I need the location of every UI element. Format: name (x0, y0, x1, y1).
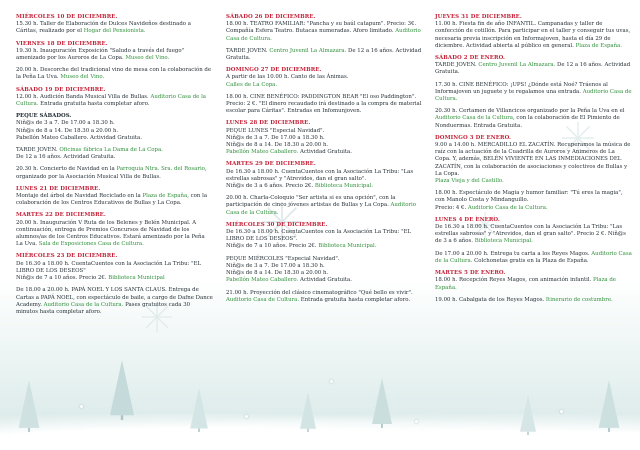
event-text: PEQUE LUNES "Especial Navidad". (226, 127, 325, 134)
column-3 (431, 0, 635, 450)
event-text: 17.30 h. CINE BENÉFICO: ¡UPS! ¿Dónde está Noé? Tráenos al Informajoven un juguete y te regalamos una entrada. (435, 81, 608, 95)
event-entry (16, 166, 213, 180)
event-text: 20.30 h. Certamen de Villancicos organizado por la Peña la Uva en el (435, 108, 625, 115)
event-venue: Auditorio Casa de la Cultura (435, 115, 513, 122)
event-text: De 12 a 16 años. Actividad Gratuita. (435, 62, 631, 76)
event-date-heading: MARTES 22 DE DICIEMBRE. (16, 212, 106, 219)
event-description (16, 220, 213, 249)
event-venue: Auditorio Casa de la Cultura. (467, 204, 548, 211)
event-venue: Auditorio Casa de la Cultura. (16, 93, 207, 108)
event-text: 15.30 h. Taller de Elaboración de Dulces Navideños destinado a Cáritas, realizado por el (16, 21, 191, 35)
event-entry (226, 195, 423, 217)
event-entry (435, 217, 632, 246)
event-entry (16, 212, 213, 248)
event-text: Niñ@s de 7 a 10 años. Precio 2€. (226, 243, 319, 250)
event-venue: Auditorio Casa de Cultura. (226, 28, 421, 42)
event-description (435, 62, 632, 76)
event-venue: Auditorio Casa de Cultura. (226, 296, 300, 303)
event-text: 12.00 h. Audición Banda Musical Villa de Bullas. (16, 93, 151, 100)
event-text: De 16.30 a 18.00 h. CuentaCuentos con la Asociación La Tribu: "Las estrellas sabrosas" y "Atrevidos, dan el gran salto". (226, 168, 414, 182)
event-text: De 17.00 a 20.00 h. Entrega tu carta a los Reyes Magos. (435, 250, 592, 257)
event-date-heading: SÁBADO 19 DE DICIEMBRE. (16, 86, 106, 93)
event-description (435, 21, 632, 50)
event-venue: Plaza de España. (435, 277, 616, 291)
event-venue: Pabellón Mateo Caballero. (226, 277, 299, 284)
event-description (16, 147, 213, 161)
event-text: TARDE JOVEN. (226, 47, 270, 54)
event-venue: Biblioteca Municipal. (314, 183, 374, 190)
event-text: Niñ@s de 8 a 14. De 18.30 a 20.00 h. (226, 270, 329, 277)
event-entry (16, 287, 213, 316)
event-venue: Itinerario de costumbre. (545, 296, 613, 303)
event-text: TARDE JOVEN. (16, 147, 60, 154)
event-description (16, 94, 213, 108)
event-text: Montaje del árbol de Navidad Reciclado en la (16, 193, 143, 200)
event-entry (226, 67, 423, 89)
event-description (226, 21, 423, 43)
event-description (16, 67, 213, 81)
event-description (226, 128, 423, 157)
event-text: 20.00 h. Inauguración V Ruta de los Belenes y Belén Municipal. A continuación, entrega de Premios Concursos de Navidad de los alumnos/as de los Centros Educativos. Estará amenizado por la Peña La Uva. (16, 219, 205, 248)
event-description (435, 142, 632, 185)
event-entry (226, 222, 423, 251)
event-venue: Biblioteca Municipal. (318, 243, 377, 250)
event-entry (435, 297, 632, 304)
event-text: 18.00 h. CINE BENÉFICO: PADDINGTON BEAR "El oso Paddington". Precio: 2 €. "El dinero recaudado irá destinado a la compra de material escolar para Cáritas". Entradas en Infomunjoven. (226, 93, 422, 115)
event-text: Niñ@s de 8 a 14. De 18.30 a 20.00 h. (16, 127, 119, 134)
event-description (226, 290, 423, 304)
event-venue: Oficinas fábrica La Dama de La Copa. (59, 147, 163, 154)
event-venue: Auditorio Casa de la Cultura. (43, 301, 124, 308)
event-entry (226, 161, 423, 190)
event-description (435, 224, 632, 246)
event-entry (435, 14, 632, 50)
event-entry (435, 108, 632, 130)
event-text: 9.00 a 14.00 h. MERCADILLO EL ZACATÍN. Recuperamos la música de raíz con la actuación de la Cuadrilla de Auroros y Animeros de La Copa. Y, además, BELÉN VIVIENTE EN LAS INMEDIACIONES DEL ZACATÍN, con la colaboración de asociaciones y colectivos de Bullas y La Copa. (435, 142, 631, 177)
event-venue: Plaza Vieja y del Castillo. (435, 178, 504, 185)
event-entry (16, 147, 213, 161)
event-venue: Parroquia Ntra. Sra. del Rosario (116, 166, 205, 173)
event-entry (226, 94, 423, 116)
event-text: A partir de las 10.00 h. Canto de las Ánimas. (226, 74, 349, 81)
event-text: Niñ@s de 3 a 7. De 17.00 a 18.30 h. (16, 120, 115, 127)
event-text: 18.00 h. TEATRO FAMILIAR: "Pancha y su baúl catapum". Precio: 3€. Compañía Esfera Teatro. Butacas numeradas. Aforo limitado. (226, 21, 417, 35)
event-description (435, 108, 632, 130)
event-text: Entrada gratuita hasta completar aforo. (299, 296, 411, 303)
event-text: Actividad Gratuita. (298, 277, 352, 284)
event-date-heading: VIERNES 18 DE DICIEMBRE. (16, 40, 108, 47)
event-text: PEQUE SÁBADOS. (16, 113, 72, 120)
event-date-heading: LUNES 28 DE DICIEMBRE. (226, 120, 311, 127)
event-text: Actividad Gratuita. (298, 149, 352, 156)
event-entry (435, 251, 632, 265)
event-description (16, 261, 213, 283)
event-entry (226, 120, 423, 156)
event-description (226, 94, 423, 116)
event-text: Precio: 4 €. (435, 204, 468, 211)
column-1 (12, 0, 216, 450)
event-text: De 12 a 16 años. Actividad Gratuita. (16, 154, 116, 161)
event-text: 19.00 h. Cabalgata de los Reyes Magos. (435, 296, 546, 303)
event-description (226, 74, 423, 88)
event-entry (16, 253, 213, 282)
event-venue: Centro Juvenil La Almazara. (269, 47, 347, 54)
event-text: , organizado por la Asociación Musical Villa de Bullas. (16, 166, 207, 180)
event-date-heading: MIÉRCOLES 30 DE DICIEMBRE. (226, 221, 328, 228)
event-text: Pases gratuitos cada 30 minutos hasta completar aforo. (16, 301, 191, 315)
event-text: Niñ@s de 3 a 7. De 17.00 a 18.30 h. (226, 134, 325, 141)
event-description (435, 277, 632, 291)
event-venue: Pabellón Mateo Caballero. (226, 149, 299, 156)
event-venue: Auditorio Casa de la Cultura. (435, 250, 632, 264)
event-venue: Calles de La Copa. (226, 81, 278, 88)
event-date-heading: LUNES 21 DE DICIEMBRE. (16, 185, 101, 192)
event-text: 19.30 h. Inauguración Exposición "Saludo a través del fuego" amenizado por los Auroros de La Copa. (16, 47, 185, 62)
event-entry (16, 67, 213, 81)
event-date-heading: MARTES 5 DE ENERO. (435, 270, 506, 277)
event-date-heading: SÁBADO 26 DE DICIEMBRE. (226, 14, 316, 20)
event-text: De 16.30 a 18.00 h. CuentaCuentos con la Asociación La Tribu: "EL LIBRO DE LOS DESEOS". (226, 229, 412, 243)
event-text: Niñ@s de 3 a 6 años. Precio 2€. (226, 183, 315, 190)
event-text: 20.30 h. Concierto de Navidad en la (16, 166, 117, 173)
event-text: 18.00 h. Recepción Reyes Magos, con animación infantil. (435, 277, 593, 284)
event-entry (16, 41, 213, 63)
event-entry (226, 48, 423, 62)
event-entry (226, 14, 423, 43)
event-venue: Museo del Vino. (60, 74, 105, 81)
event-date-heading: JUEVES 31 DE DICIEMBRE. (435, 14, 522, 20)
event-text: Entrada gratuita hasta completar aforo. (38, 101, 150, 108)
event-text: De 16.30 a 18.00 h. CuentaCuentos con la Asociación La Tribu: "Las estrellas sabrosas" y "Atrevidos, dan el gran salto". Precio 2 €. Niñ@s de 3 a 6 años. (435, 224, 626, 245)
event-description (226, 256, 423, 285)
event-description (16, 21, 213, 35)
event-venue: Hogar del Pensionista. (83, 28, 146, 35)
event-venue: Centro Juvenil La Almazara. (478, 62, 556, 69)
event-date-heading: MIÉRCOLES 23 DE DICIEMBRE. (16, 253, 118, 260)
event-text: Niñ@s de 8 a 14. De 18.30 a 20.00 h. (226, 142, 329, 149)
event-text: 21.00 h. Proyección del clásico cinematográfico "Qué bello es vivir". (226, 289, 413, 296)
event-text: PEQUE MIÉRCOLES "Especial Navidad". (226, 255, 340, 262)
event-description (16, 48, 213, 62)
event-venue: Biblioteca Municipal. (474, 238, 533, 245)
event-date-heading: LUNES 4 DE ENERO. (435, 216, 500, 223)
event-text: TARDE JOVEN. (435, 62, 479, 69)
event-text: , con la colaboración de los Centros Educativos de Bullas y La Copa. (16, 193, 208, 207)
event-venue: Museo del Vino. (125, 55, 170, 62)
event-text: Colchonetas gratis en la Plaza de España. (472, 257, 589, 264)
event-date-heading: MARTES 29 DE DICIEMBRE. (226, 161, 316, 168)
event-text: Pabellón Mateo Caballero. Actividad Gratuita. (16, 134, 142, 141)
event-description (226, 169, 423, 191)
event-text: 18.00 h. Espectáculo de Magia y humor familiar: "Tú eres la magia", con Manolo Costa y Mindanguillo. (435, 190, 623, 204)
event-entry (16, 87, 213, 109)
event-text: 20.00 h. Descorche del tradicional vino de mesa con la colaboración de la Peña La Uva. (16, 67, 212, 81)
event-text: Niñ@s de 3 a 7. De 17.00 a 18.30 h. (226, 262, 325, 269)
event-venue: Auditorio Casa de la Cultura. (226, 202, 417, 216)
event-description (226, 195, 423, 217)
event-entry (435, 82, 632, 104)
event-description (435, 251, 632, 265)
event-entry (226, 290, 423, 304)
event-venue: Sala de Exposiciones Casa de Cultura. (38, 241, 144, 248)
event-entry (16, 113, 213, 142)
event-text: Niñ@s de 7 a 10 años. Precio 2€. (16, 275, 109, 282)
event-date-heading: DOMINGO 27 DE DICIEMBRE. (226, 67, 322, 74)
event-text: De 18.00 a 20.00 h. PAPÁ NOEL Y LOS SANTA CLAUS. Entrega de Cartas a PAPÁ NOEL, con espectáculo de baile, a cargo de Dafne Dance Academy. (16, 287, 213, 308)
event-date-heading: DOMINGO 3 DE ENERO. (435, 134, 512, 141)
event-description (16, 113, 213, 142)
event-text: De 12 a 16 años. Actividad Gratuita. (226, 47, 422, 62)
event-description (435, 82, 632, 104)
event-date-heading: SÁBADO 2 DE ENERO. (435, 55, 506, 62)
event-text: 11.00 h. Fiesta fin de año INFANTIL. Campanadas y taller de confección de cotillón. Para participar en el taller y conseguir tus uvas, necesaria previa inscripción en Informajoven, hasta el día 29 de diciembre. Actividad abierta al público en general. (435, 21, 631, 49)
event-venue: Biblioteca Municipal (108, 275, 165, 282)
event-description (16, 166, 213, 180)
event-venue: Plaza de España. (575, 42, 623, 49)
event-description (16, 287, 213, 316)
event-description (226, 229, 423, 251)
event-text: , con la colaboración de El Pimiento de Nonduermas. Entrada Gratuita. (435, 115, 620, 129)
event-entry (435, 55, 632, 77)
event-venue: Plaza de España (142, 193, 188, 200)
event-description (435, 297, 632, 304)
event-entry (435, 190, 632, 212)
event-description (435, 190, 632, 212)
event-entry (16, 186, 213, 208)
event-text: De 16.30 a 18.00 h. CuentaCuentos con la Asociación La Tribu: "EL LIBRO DE LOS DESEOS" (16, 260, 202, 274)
event-entry (435, 135, 632, 185)
event-description (226, 48, 423, 62)
event-date-heading: MIÉRCOLES 10 DE DICIEMBRE. (16, 14, 118, 20)
event-entry (16, 14, 213, 36)
column-2 (222, 0, 426, 450)
event-entry (226, 256, 423, 285)
event-description (16, 193, 213, 207)
event-venue: Auditorio Casa de Cultura. (435, 88, 632, 103)
event-text: 20.00 h. Charla-Coloquio "Ser artista si es una opción", con la participación de cinco jóvenes artistas de Bullas y La Copa. (226, 195, 396, 209)
event-entry (435, 270, 632, 292)
